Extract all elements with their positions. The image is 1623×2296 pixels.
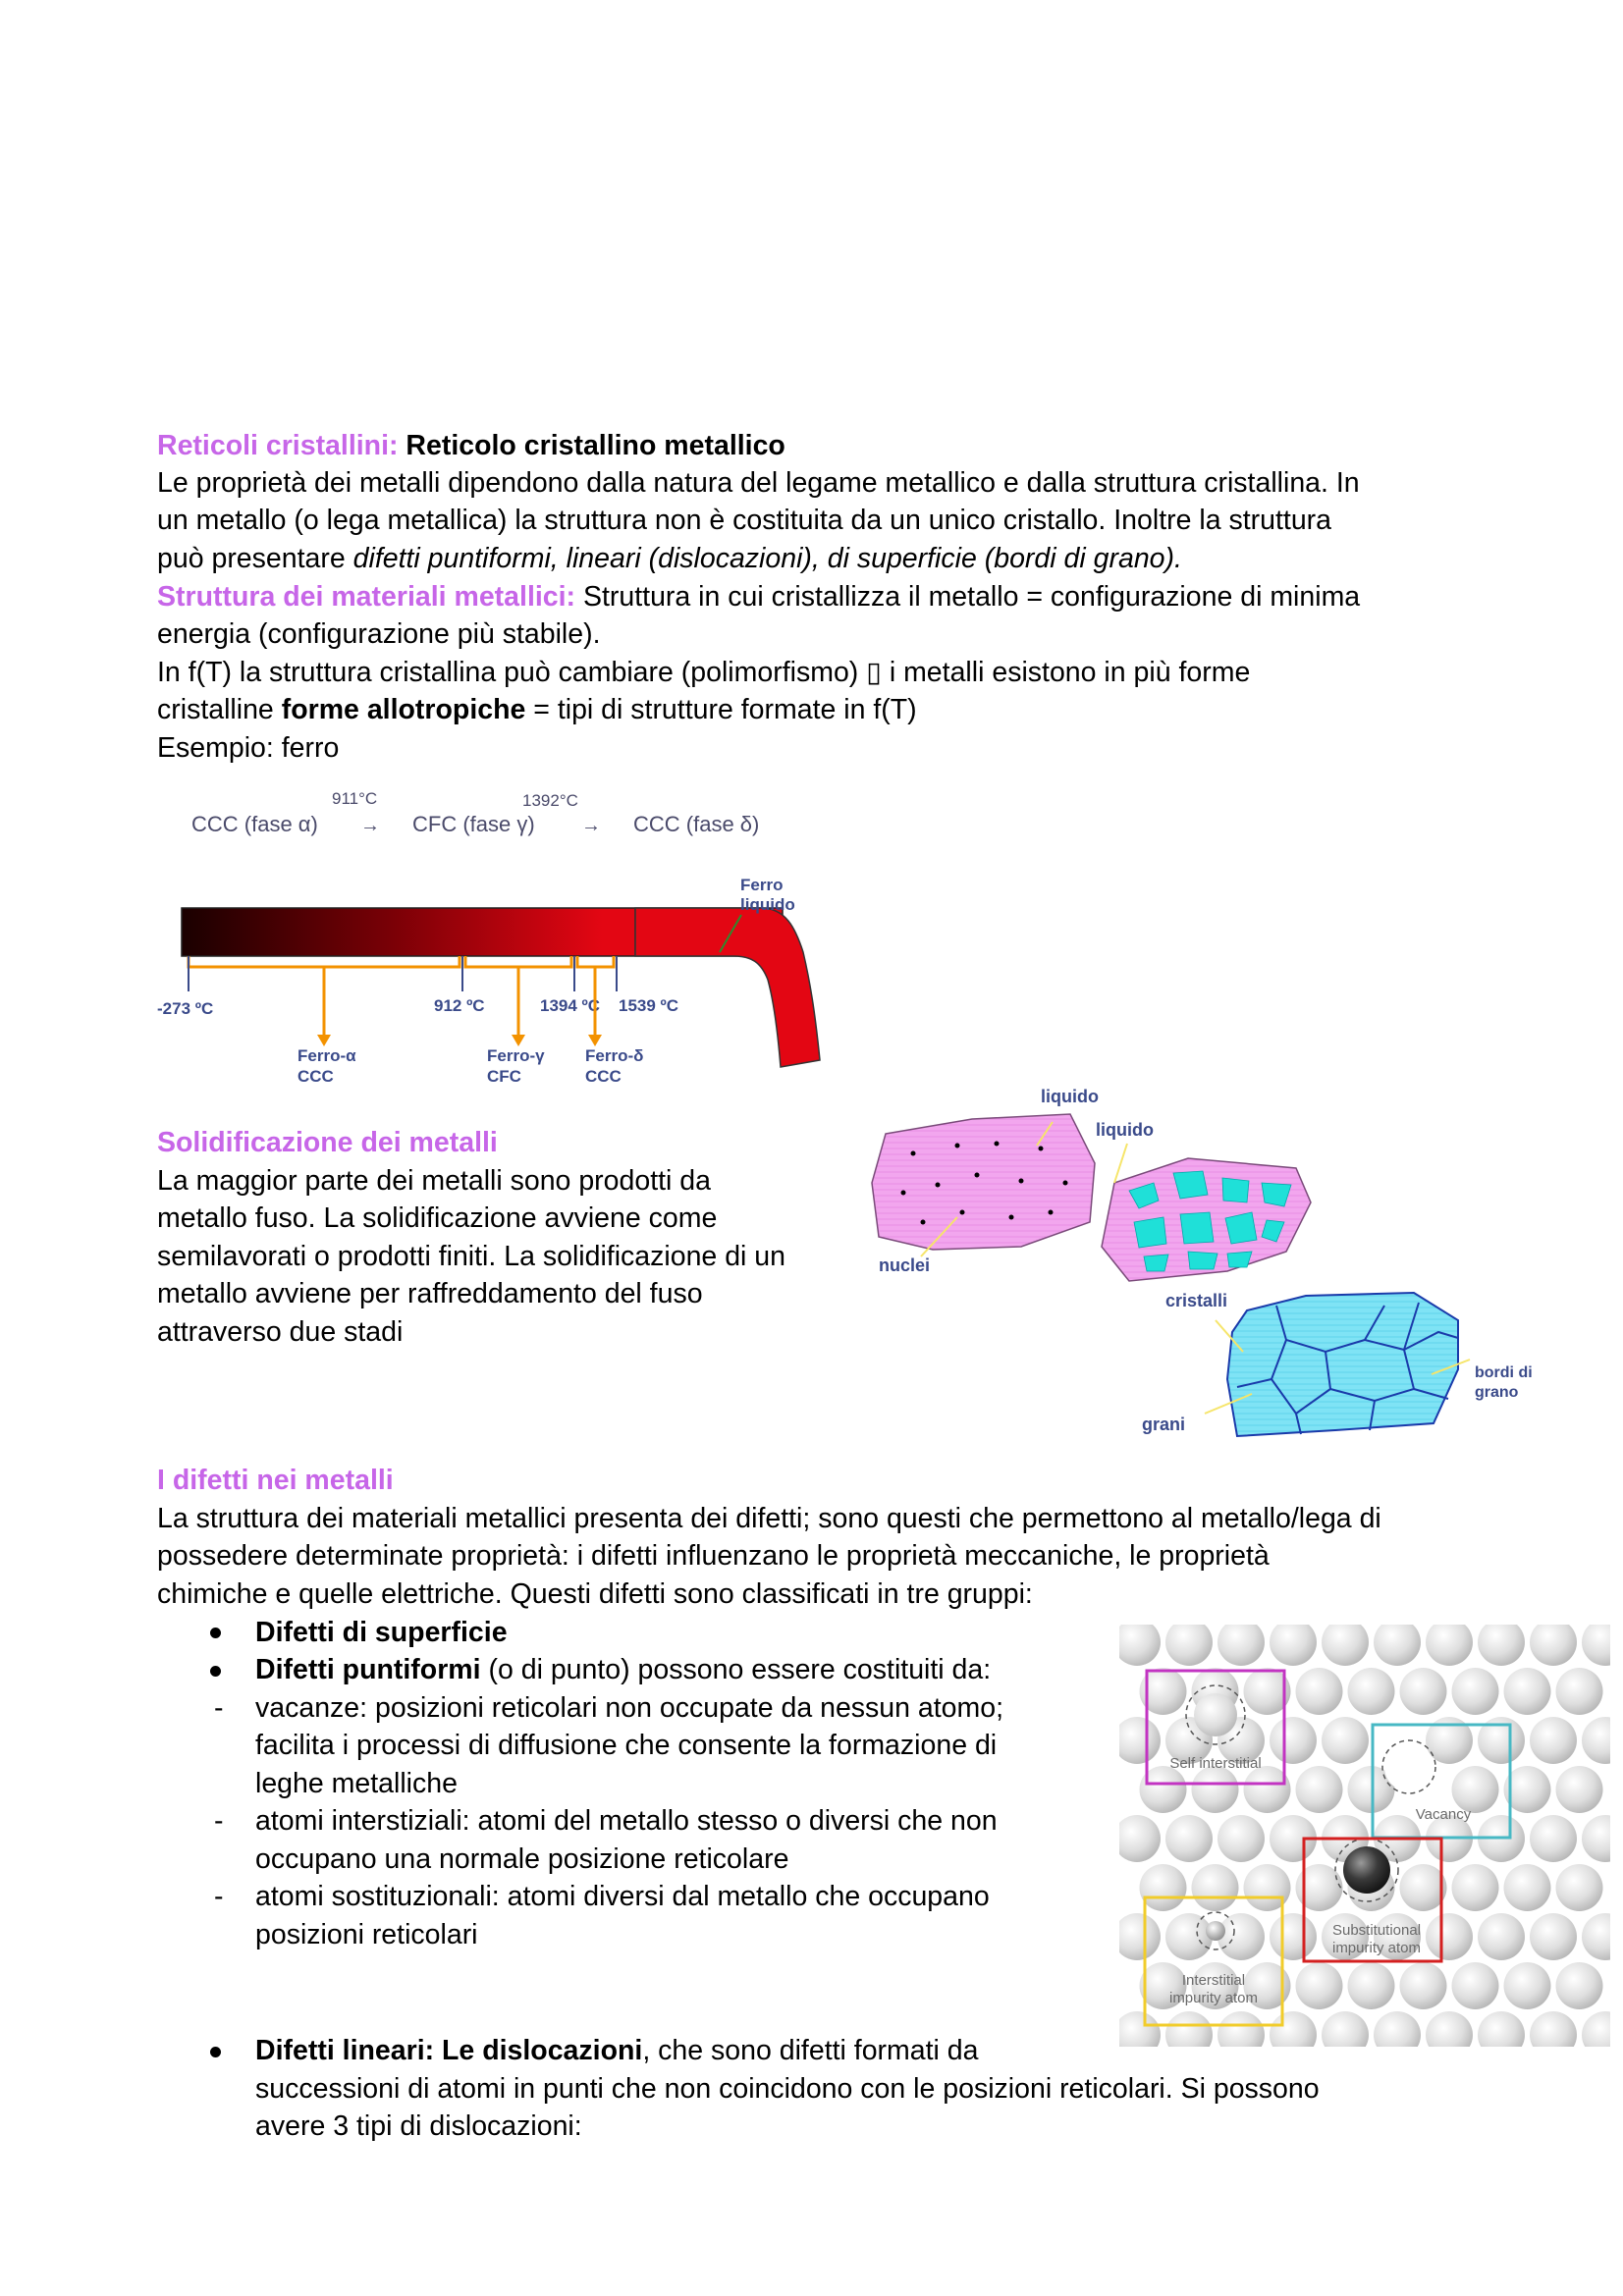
arrow-1: → [360,815,380,836]
lattice-atom [1452,1962,1499,2009]
bullet-surface-defects: Difetti di superficie [255,1617,508,1648]
temp-912-label: 912 ºC [434,996,485,1015]
paragraph-line: un metallo (o lega metallica) la struttura non è costituita da un unico cristallo. Inoltre la struttura [157,505,1332,536]
lattice-atom [1400,1962,1447,2009]
lattice-atom [1530,2011,1577,2047]
alpha-structure: CCC [298,1067,334,1086]
gamma-arrowhead [512,1035,525,1046]
lattice-atom [1556,1864,1603,1911]
liquid-label-1: Ferro [740,876,784,894]
bordi-label-1: bordi di [1475,1364,1533,1381]
text-span: cristalline [157,694,282,725]
lattice-atom [1426,1913,1473,1960]
bullet-dot [210,1628,221,1638]
bold-allotropic-forms: forme allotropiche [281,694,526,725]
lattice-atom [1140,1864,1187,1911]
lattice-atom [1165,2011,1213,2047]
lattice-atom [1119,2011,1161,2047]
lattice-atom [1556,1962,1603,2009]
text-span: (o di punto) possono essere costituiti da: [480,1654,992,1685]
interstitial-label-1: Interstitial [1181,1972,1246,1989]
lattice-atom [1165,1815,1213,1862]
gamma-name: Ferro-γ [487,1046,545,1065]
italic-defects-text: difetti puntiformi, lineari (dislocazioni), di superficie (bordi di grano). [352,543,1182,574]
paragraph-line [157,540,1182,578]
dash-marker: - [214,1805,224,1837]
paragraph-line: possedere determinate proprietà: i difetti influenzano le proprietà meccaniche, le proprietà [157,1540,1270,1572]
vacancy-site [1384,1742,1434,1791]
lattice-atom [1270,2011,1317,2047]
phase-alpha-label: CCC (fase α) [191,812,318,836]
liquid-blob [872,1114,1095,1250]
self-interstitial-label: Self interstitial [1169,1755,1262,1772]
paragraph-line: metallo fuso. La solidificazione avviene come [157,1202,718,1234]
lattice-atom [1426,2011,1473,2047]
substitutional-atom [1343,1846,1390,1894]
delta-range-bracket [577,956,614,967]
lattice-atom [1556,1766,1603,1813]
heading-solidificazione: Solidificazione dei metalli [157,1127,498,1158]
lattice-atom [1504,1962,1551,2009]
paragraph-line: In f(T) la struttura cristallina può cambiare (polimorfismo) ▯ i metalli esistono in più forme [157,657,1251,688]
phase-delta-label: CCC (fase δ) [633,812,760,836]
vacancy-label: Vacancy [1415,1806,1472,1823]
interstitial-impurity-atom [1206,1921,1225,1941]
temp-1392-label: 1392°C [522,791,578,810]
temp-911-label: 911°C [332,789,378,808]
lattice-atom [1530,1815,1577,1862]
text-span: , che sono difetti formati da [642,2035,979,2066]
liquido-label-1: liquido [1041,1087,1099,1106]
pointer [1114,1144,1127,1183]
lattice-atom [1400,1864,1447,1911]
gamma-range-bracket [465,956,571,967]
lattice-atom [1478,1913,1525,1960]
paragraph-line: Le proprietà dei metalli dipendono dalla natura del legame metallico e dalla struttura cristallina. In [157,467,1360,499]
self-interstitial-atom [1194,1693,1237,1736]
text-span: Struttura in cui cristallizza il metallo = configurazione di minima [575,581,1361,613]
paragraph-line: La maggior parte dei metalli sono prodotti da [157,1165,712,1197]
paragraph-line: attraverso due stadi [157,1316,404,1348]
lattice-atom [1296,1668,1343,1715]
cristalli-label: cristalli [1165,1291,1228,1310]
lattice-atom [1582,1625,1610,1666]
paragraph-line: La struttura dei materiali metallici presenta dei difetti; sono questi che permettono al metallo/lega di [157,1503,1381,1534]
liquid-iron-flow [635,908,820,1067]
lattice-atom [1165,1913,1213,1960]
heading-struttura: Struttura dei materiali metallici: [157,581,576,613]
temp-low-label: -273 ºC [157,999,214,1018]
alpha-name: Ferro-α [298,1046,356,1065]
lattice-atom [1374,2011,1421,2047]
paragraph-line: occupano una normale posizione reticolare [255,1843,789,1875]
lattice-atom [1296,1962,1343,2009]
solidification-figure [864,1075,1561,1448]
bullet-dot [210,2047,221,2057]
lattice-atom [1322,1625,1369,1666]
lattice-atom [1270,1717,1317,1764]
substitutional-label-2: impurity atom [1331,1940,1422,1956]
paragraph-line [157,578,1360,616]
dash-marker: - [214,1692,224,1724]
lattice-atom [1270,1913,1317,1960]
lattice-atom [1530,1913,1577,1960]
paragraph-line: Esempio: ferro [157,732,340,764]
lattice-atom [1582,1717,1610,1764]
lattice-atom [1374,1625,1421,1666]
subheading-reticolo-metallico: Reticolo cristallino metallico [406,430,785,461]
bullet-dot [210,1666,221,1677]
liquido-label-2: liquido [1096,1120,1154,1140]
lattice-atom [1119,1913,1161,1960]
nuclei-label: nuclei [879,1255,931,1275]
bullet-linear-defects [255,2032,979,2070]
lattice-atom [1556,1668,1603,1715]
lattice-atom [1119,1625,1161,1666]
paragraph-line: chimiche e quelle elettriche. Questi difetti sono classificati in tre gruppi: [157,1578,1033,1610]
grains-blob [1227,1293,1458,1436]
iron-temperature-bar-figure [147,864,835,1099]
substitutional-label-1: Substitutional [1331,1922,1422,1939]
lattice-atom [1192,1766,1239,1813]
lattice-atom [1322,1717,1369,1764]
lattice-atom [1348,1668,1395,1715]
lattice-atom [1217,1913,1265,1960]
lattice-atom [1217,1815,1265,1862]
lattice-atom [1530,1717,1577,1764]
phase-gamma-label: CFC (fase γ) [412,812,535,836]
lattice-atom [1582,1913,1610,1960]
alpha-arrowhead [317,1035,331,1046]
lattice-atom [1504,1864,1551,1911]
lattice-atom [1452,1864,1499,1911]
gamma-structure: CFC [487,1067,521,1086]
bold-point-defects: Difetti puntiformi [255,1654,481,1685]
lattice-atom [1217,1625,1265,1666]
text-span: può presentare [157,543,353,574]
alpha-range-bracket [189,956,460,967]
heading-difetti: I difetti nei metalli [157,1465,394,1496]
arrow-2: → [581,815,601,836]
lattice-atom [1426,1625,1473,1666]
paragraph-line: metallo avviene per raffreddamento del fuso [157,1278,703,1309]
paragraph-line: atomi sostituzionali: atomi diversi dal metallo che occupano [255,1881,990,1912]
interstitial-label-2: impurity atom [1168,1990,1259,2006]
paragraph-line: leghe metalliche [255,1768,458,1799]
bold-dislocations: Difetti lineari: Le dislocazioni [255,2035,643,2066]
heading-reticoli: Reticoli cristallini: [157,430,399,461]
paragraph-line: successioni di atomi in punti che non coincidono con le posizioni reticolari. Si possono [255,2073,1320,2105]
text-span: = tipi di strutture formate in f(T) [525,694,917,725]
lattice-atom [1452,1668,1499,1715]
lattice-atom [1217,2011,1265,2047]
lattice-atom [1165,1625,1213,1666]
temp-1394-label: 1394 ºC [540,996,601,1015]
lattice-atom [1119,1717,1161,1764]
lattice-atom [1322,2011,1369,2047]
point-defects-lattice-figure [1119,1625,1610,2047]
delta-arrowhead [588,1035,602,1046]
lattice-atom [1119,1815,1161,1862]
lattice-atom [1582,2011,1610,2047]
lattice-atom [1530,1625,1577,1666]
lattice-atom [1296,1766,1343,1813]
paragraph-line: atomi interstiziali: atomi del metallo stesso o diversi che non [255,1805,998,1837]
paragraph-line: avere 3 tipi di dislocazioni: [255,2110,582,2142]
lattice-atom [1478,1625,1525,1666]
grani-label: grani [1142,1415,1186,1434]
dash-marker: - [214,1881,224,1912]
lattice-atom [1582,1815,1610,1862]
paragraph-line: facilita i processi di diffusione che consente la formazione di [255,1730,998,1761]
paragraph-line: vacanze: posizioni reticolari non occupate da nessun atomo; [255,1692,1004,1724]
lattice-atom [1478,2011,1525,2047]
paragraph-line: posizioni reticolari [255,1919,478,1950]
paragraph-line: energia (configurazione più stabile). [157,618,601,650]
lattice-atom [1270,1625,1317,1666]
phase-transition-diagram [177,780,805,849]
temp-1539-label: 1539 ºC [619,996,679,1015]
delta-name: Ferro-δ [585,1046,644,1065]
paragraph-line: semilavorati o prodotti finiti. La solidificazione di un [157,1241,785,1272]
delta-structure: CCC [585,1067,622,1086]
liquid-label-2: liquido [740,895,795,914]
lattice-atom [1400,1668,1447,1715]
lattice-atom [1192,1864,1239,1911]
section-reticoli-title-line [157,427,785,465]
lattice-atom [1504,1668,1551,1715]
bullet-point-defects [255,1651,991,1689]
lattice-atom [1348,1962,1395,2009]
bordi-label-2: grano [1475,1384,1519,1401]
paragraph-line [157,691,917,729]
